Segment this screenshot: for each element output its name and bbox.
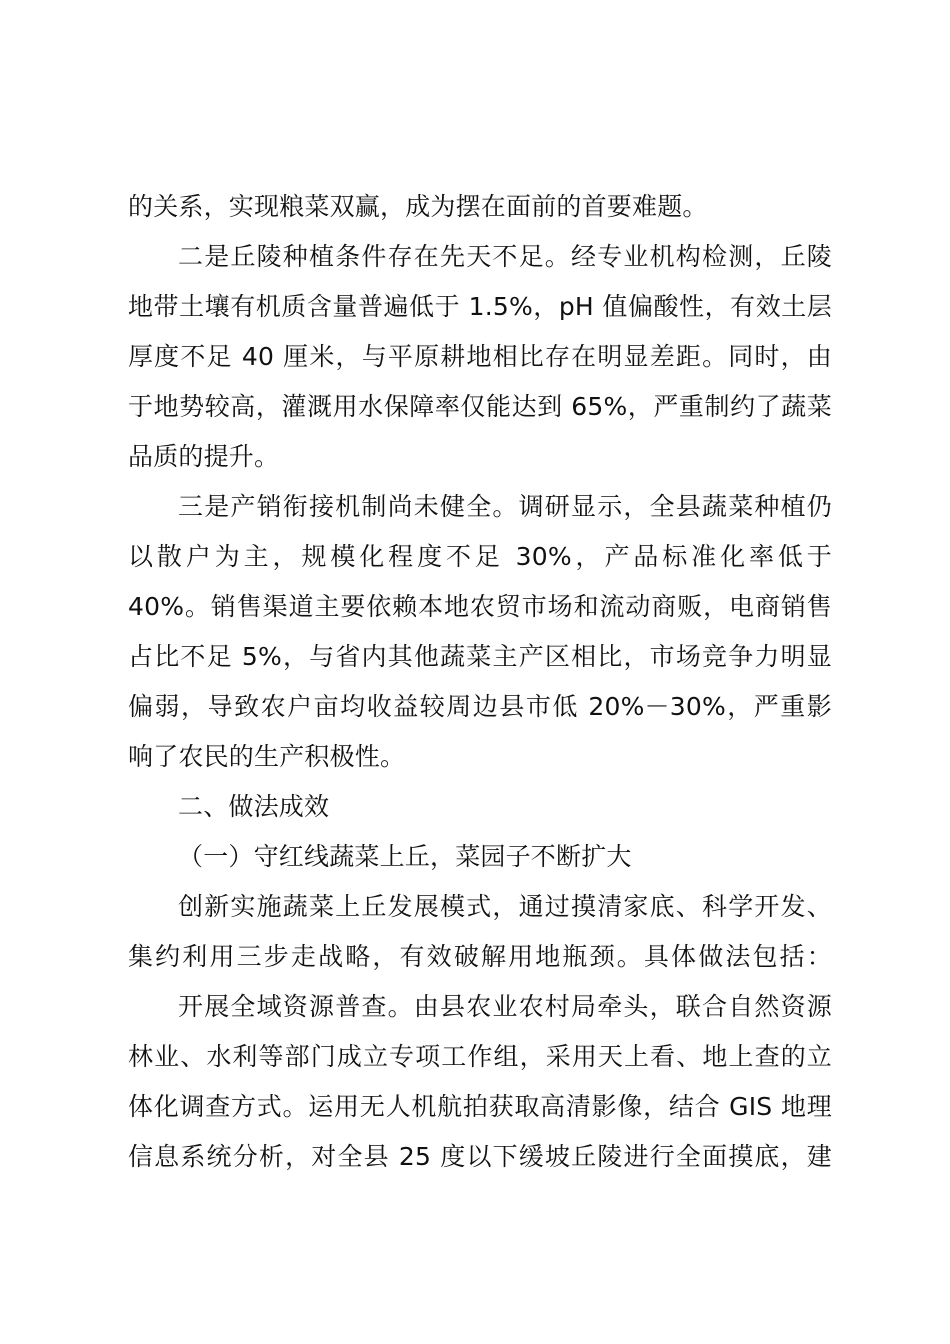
text-line: 集约利用三步走战略，有效破解用地瓶颈。具体做法包括： (128, 942, 832, 971)
text-line: 以散户为主，规模化程度不足 30%，产品标准化率低于 (128, 542, 832, 571)
text-line: 信息系统分析，对全县 25 度以下缓坡丘陵进行全面摸底，建 (128, 1142, 832, 1171)
text-line: 响了农民的生产积极性。 (128, 742, 406, 771)
text-line: 偏弱，导致农户亩均收益较周边县市低 20%－30%，严重影 (128, 692, 832, 721)
document-page (128, 182, 832, 1182)
text-line: 品质的提升。 (128, 442, 280, 471)
text-line: 开展全域资源普查。由县农业农村局牵头，联合自然资源 (178, 992, 832, 1021)
text-line: 于地势较高，灌溉用水保障率仅能达到 65%，严重制约了蔬菜 (128, 392, 832, 421)
text-line: 三是产销衔接机制尚未健全。调研显示，全县蔬菜种植仍 (178, 492, 832, 521)
text-line: 40%。销售渠道主要依赖本地农贸市场和流动商贩，电商销售 (128, 592, 832, 621)
text-line: 地带土壤有机质含量普遍低于 1.5%，pH 值偏酸性，有效土层 (128, 292, 832, 321)
text-line: 创新实施蔬菜上丘发展模式，通过摸清家底、科学开发、 (178, 892, 832, 921)
text-line: 林业、水利等部门成立专项工作组，采用天上看、地上查的立 (128, 1042, 832, 1071)
text-line: 的关系，实现粮菜双赢，成为摆在面前的首要难题。 (128, 192, 708, 221)
text-line: （一）守红线蔬菜上丘，菜园子不断扩大 (178, 842, 632, 871)
text-line: 二是丘陵种植条件存在先天不足。经专业机构检测，丘陵 (178, 242, 832, 271)
text-line: 厚度不足 40 厘米，与平原耕地相比存在明显差距。同时，由 (128, 342, 832, 371)
text-line: 体化调查方式。运用无人机航拍获取高清影像，结合 GIS 地理 (128, 1092, 832, 1121)
text-line: 二、做法成效 (178, 792, 330, 821)
text-line: 占比不足 5%，与省内其他蔬菜主产区相比，市场竞争力明显 (128, 642, 832, 671)
